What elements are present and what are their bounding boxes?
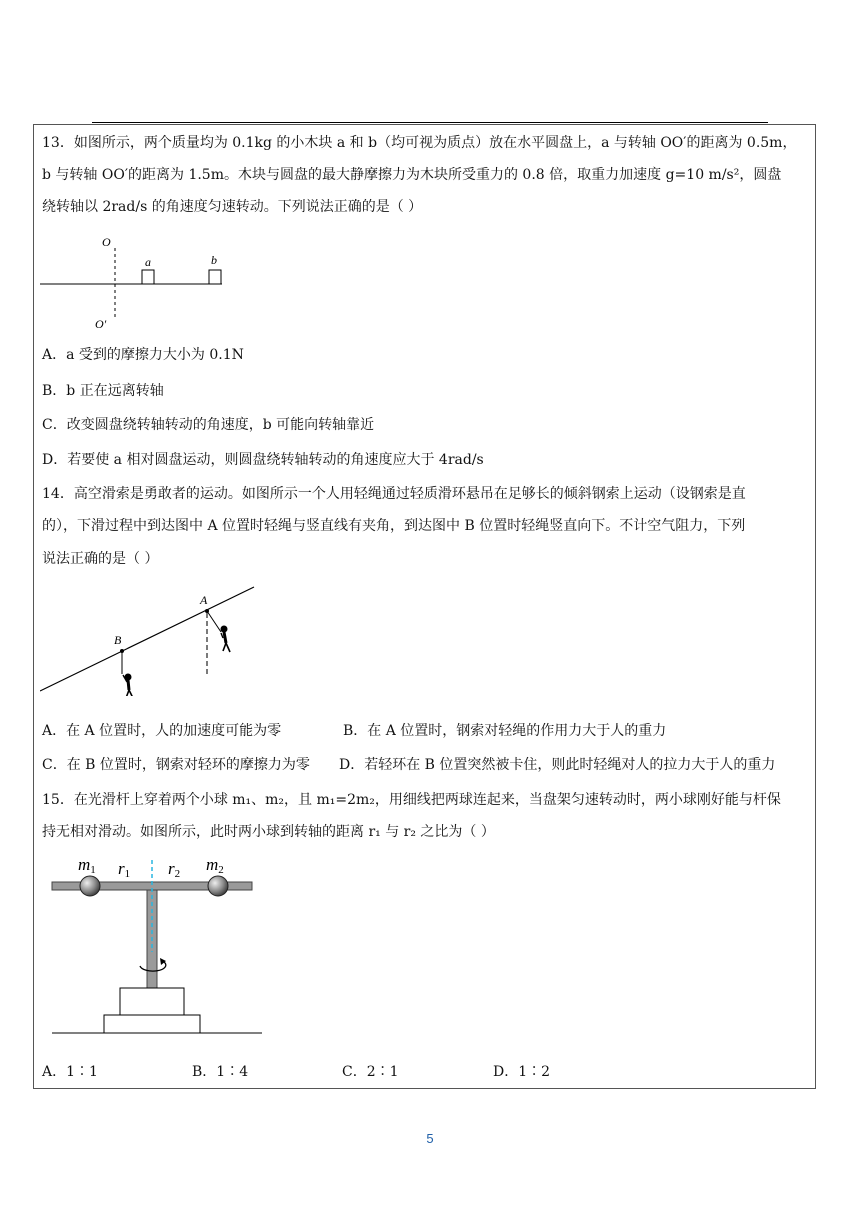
q13-option-c: C．改变圆盘绕转轴转动的角速度，b 可能向转轴靠近 — [42, 417, 375, 433]
q15-option-c: C．2∶1 — [342, 1064, 399, 1080]
q15-option-a: A．1∶1 — [42, 1064, 98, 1080]
ball-m2 — [208, 876, 228, 896]
q15-figure — [40, 852, 270, 1036]
label-b: b — [211, 253, 217, 267]
q13-line1: 13．如图所示，两个质量均为 0.1kg 的小木块 a 和 b（均可视为质点）放在水平圆盘上，a 与转轴 OO′的距离为 0.5m， — [42, 135, 797, 151]
block-a — [142, 270, 154, 284]
label-m1: m1 — [78, 855, 96, 876]
q14-figure — [40, 584, 260, 696]
label-a: a — [145, 255, 151, 269]
q14-line2: 的），下滑过程中到达图中 A 位置时轻绳与竖直线有夹角，到达图中 B 位置时轻绳竖直向下。不计空气阻力，下列 — [42, 518, 746, 534]
q15-option-b: B．1∶4 — [192, 1064, 249, 1080]
q14-option-c: C．在 B 位置时，钢索对轻环的摩擦力为零 — [42, 757, 310, 773]
ball-m1 — [80, 876, 100, 896]
label-a: A — [200, 593, 208, 607]
q13-option-d: D．若要使 a 相对圆盘运动，则圆盘绕转轴转动的角速度应大于 4rad/s — [42, 452, 484, 468]
q13-figure — [40, 232, 230, 334]
q15-line2: 持无相对滑动。如图所示，此时两小球到转轴的距离 r₁ 与 r₂ 之比为（ ） — [42, 824, 495, 840]
block-b — [209, 270, 221, 284]
header-rule — [92, 122, 768, 123]
base-lower — [104, 1015, 200, 1033]
label-o-bottom: O′ — [95, 317, 107, 331]
base-upper — [120, 988, 184, 1015]
label-r2: r2 — [168, 859, 181, 880]
q15-line1: 15．在光滑杆上穿着两个小球 m₁、m₂，且 m₁=2m₂，用细线把两球连起来，当盘架匀速转动时，两小球刚好能与杆保 — [42, 792, 781, 808]
q14-line1: 14．高空滑索是勇敢者的运动。如图所示一个人用轻绳通过轻质滑环悬吊在足够长的倾斜钢索上运动（设钢索是直 — [42, 486, 746, 502]
q14-option-a: A．在 A 位置时，人的加速度可能为零 — [42, 723, 282, 739]
q13-option-a: A．a 受到的摩擦力大小为 0.1N — [42, 347, 244, 363]
rope-a — [207, 611, 221, 632]
q15-option-d: D．1∶2 — [493, 1064, 551, 1080]
q14-line3: 说法正确的是（ ） — [42, 551, 159, 567]
q13-line3: 绕转轴以 2rad/s 的角速度匀速转动。下列说法正确的是（ ） — [42, 199, 423, 215]
label-m2: m2 — [206, 855, 224, 876]
q14-option-d: D．若轻环在 B 位置突然被卡住，则此时轻绳对人的拉力大于人的重力 — [339, 757, 776, 773]
q13-option-b: B．b 正在远离转轴 — [42, 383, 164, 399]
label-o-top: O — [102, 235, 111, 249]
label-b: B — [114, 633, 122, 647]
steel-cable — [40, 587, 254, 691]
q13-line2: b 与转轴 OO′的距离为 1.5m。木块与圆盘的最大静摩擦力为木块所受重力的 0.8 倍，取重力加速度 g=10 m/s²，圆盘 — [42, 167, 782, 183]
person-b — [123, 674, 133, 696]
q14-option-b: B．在 A 位置时，钢索对轻绳的作用力大于人的重力 — [343, 723, 667, 739]
page-number: 5 — [426, 1131, 434, 1146]
person-a — [221, 626, 230, 652]
ring-b — [120, 649, 124, 653]
label-r1: r1 — [118, 859, 131, 880]
